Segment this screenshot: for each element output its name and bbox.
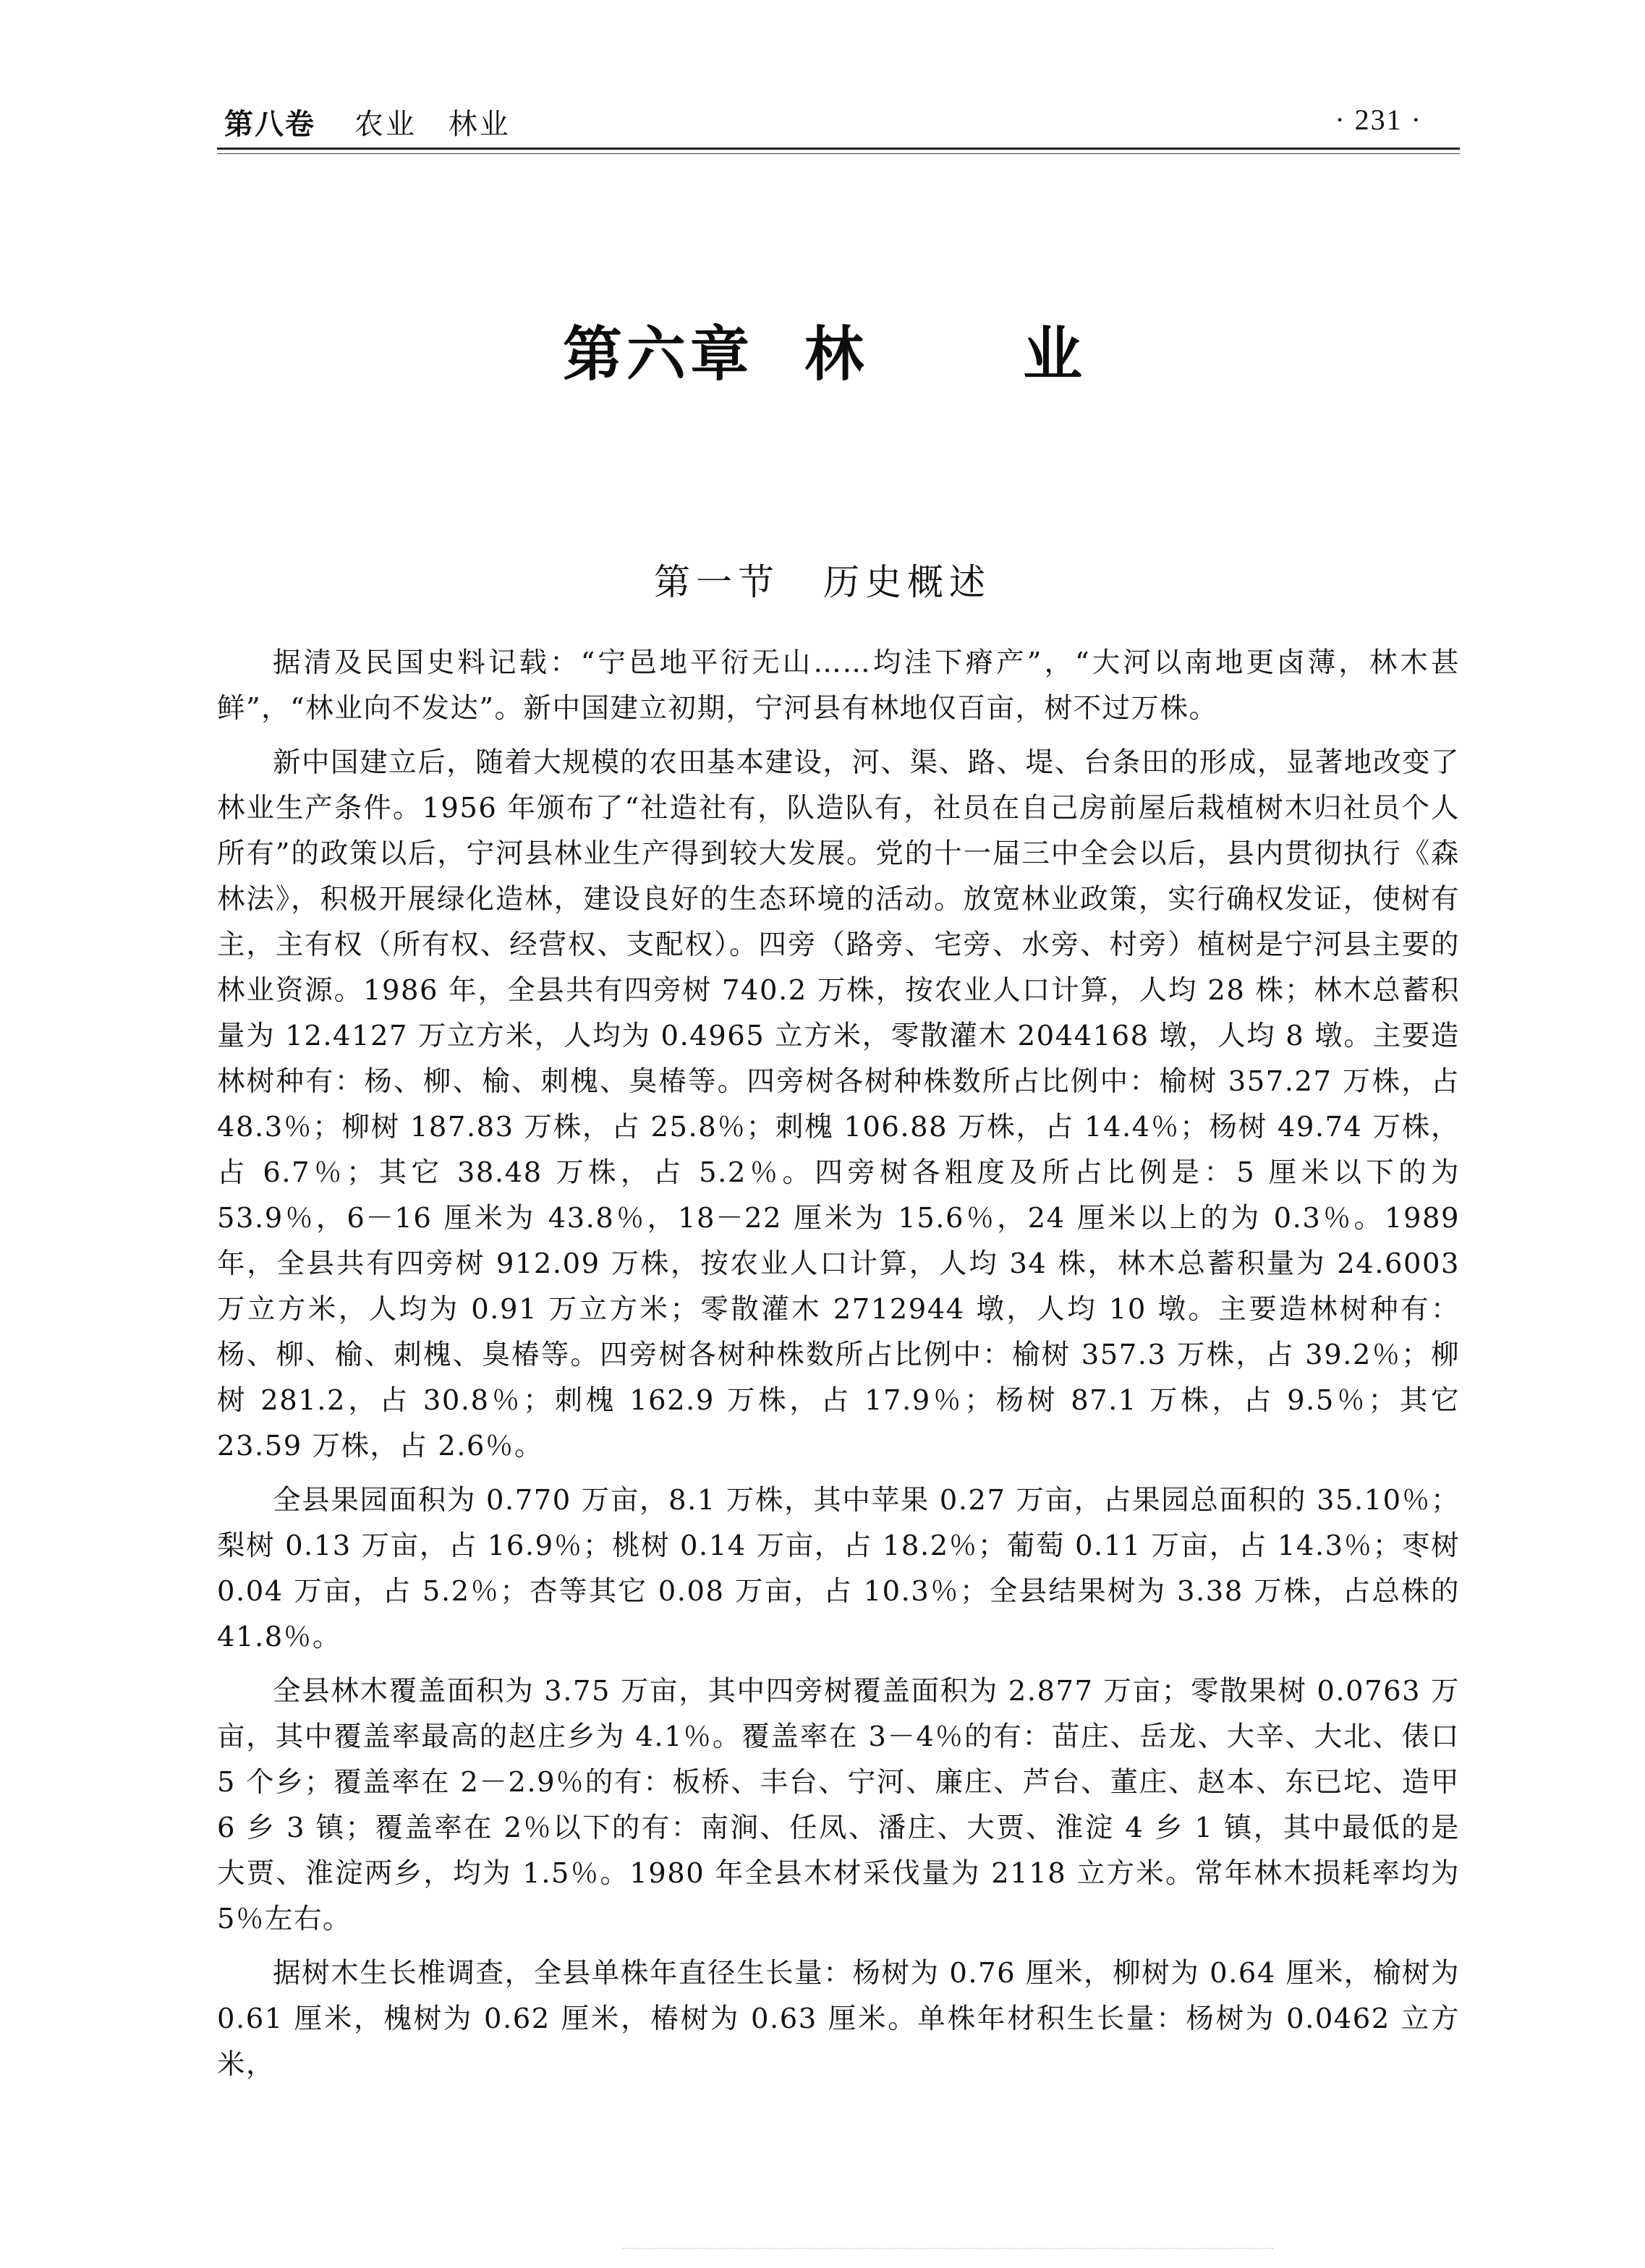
paragraph: 全县林木覆盖面积为 3.75 万亩，其中四旁树覆盖面积为 2.877 万亩；零散果树 0.0763 万亩，其中覆盖率最高的赵庄乡为 4.1％。覆盖率在 3－4％的有：苗庄、岳龙、大辛、大北、俵口 5 个乡；覆盖率在 2－2.9％的有：板桥、丰台、宁河、廉庄、芦台、董庄、赵本、东已坨、造甲 6 乡 3 镇；覆盖率在 2％以下的有：南涧、任凤、潘庄、大贾、淮淀 4 乡 1 镇，其中最低的是大贾、淮淀两乡，均为 1.5％。1980 年全县木材采伐量为 2118 立方米。常年林木损耗率均为 5％左右。 <box>217 1675 1460 1935</box>
page-number: · 231 · <box>1335 103 1422 136</box>
chapter-title <box>0 307 1645 392</box>
running-header <box>217 101 1454 152</box>
chapter-number: 第六章 <box>562 320 754 389</box>
paragraph: 新中国建立后，随着大规模的农田基本建设，河、渠、路、堤、台条田的形成，显著地改变了林业生产条件。1956 年颁布了“社造社有，队造队有，社员在自己房前屋后栽植树木归社员个人所有”的政策以后，宁河县林业生产得到较大发展。党的十一届三中全会以后，县内贯彻执行《森林法》，积极开展绿化造林，建设良好的生态环境的活动。放宽林业政策，实行确权发证，使树有主，主有权（所有权、经营权、支配权）。四旁（路旁、宅旁、水旁、村旁）植树是宁河县主要的林业资源。1986 年，全县共有四旁树 740.2 万株，按农业人口计算，人均 28 株；林木总蓄积量为 12.4127 万立方米，人均为 0.4965 立方米，零散灌木 2044168 墩，人均 8 墩。主要造林树种有：杨、柳、榆、刺槐、臭椿等。四旁树各树种株数所占比例中：榆树 357.27 万株，占 48.3％；柳树 187.83 万株，占 25.8％；刺槐 106.88 万株，占 14.4％；杨树 49.74 万株，占 6.7％；其它 38.48 万株，占 5.2％。四旁树各粗度及所占比例是：5 厘米以下的为 53.9％，6－16 厘米为 43.8％，18－22 厘米为 15.6％，24 厘米以上的为 0.3％。1989 年，全县共有四旁树 912.09 万株，按农业人口计算，人均 34 株，林木总蓄积量为 24.6003 万立方米，人均为 0.91 万立方米；零散灌木 2712944 墩，人均 10 墩。主要造林树种有：杨、柳、榆、刺槐、臭椿等。四旁树各树种株数所占比例中：榆树 357.3 万株，占 39.2％；柳树 281.2，占 30.8％；刺槐 162.9 万株，占 17.9％；杨树 87.1 万株，占 9.5％；其它 23.59 万株，占 2.6％。 <box>217 746 1460 1462</box>
chapter-name: 林业 <box>804 320 1241 389</box>
section-name: 历史概述 <box>823 561 991 603</box>
section-number: 第一节 <box>654 561 780 603</box>
volume-label: 第八卷 <box>224 108 315 141</box>
body-text <box>217 640 1460 2096</box>
paragraph: 据树木生长椎调查，全县单株年直径生长量：杨树为 0.76 厘米，柳树为 0.64 厘米，榆树为 0.61 厘米，槐树为 0.62 厘米，椿树为 0.63 厘米。单株年材积生长量：杨树为 0.0462 立方米， <box>217 1957 1460 2081</box>
section-title <box>0 553 1645 605</box>
paragraph: 全县果园面积为 0.770 万亩，8.1 万株，其中苹果 0.27 万亩，占果园总面积的 35.10％；梨树 0.13 万亩，占 16.9％；桃树 0.14 万亩，占 18.2％；葡萄 0.11 万亩，占 14.3％；枣树 0.04 万亩，占 5.2％；杏等其它 0.08 万亩，占 10.3％；全县结果树为 3.38 万株，占总株的 41.8％。 <box>217 1484 1460 1653</box>
scan-artifact <box>622 2248 1273 2251</box>
header-rule-thin <box>217 153 1460 154</box>
header-rule <box>217 148 1460 150</box>
running-section-label: 农业 林业 <box>354 108 511 141</box>
paragraph: 据清及民国史料记载：“宁邑地平衍无山……均洼下瘠产”，“大河以南地更卤薄，林木甚鲜”，“林业向不发达”。新中国建立初期，宁河县有林地仅百亩，树不过万株。 <box>217 647 1460 725</box>
